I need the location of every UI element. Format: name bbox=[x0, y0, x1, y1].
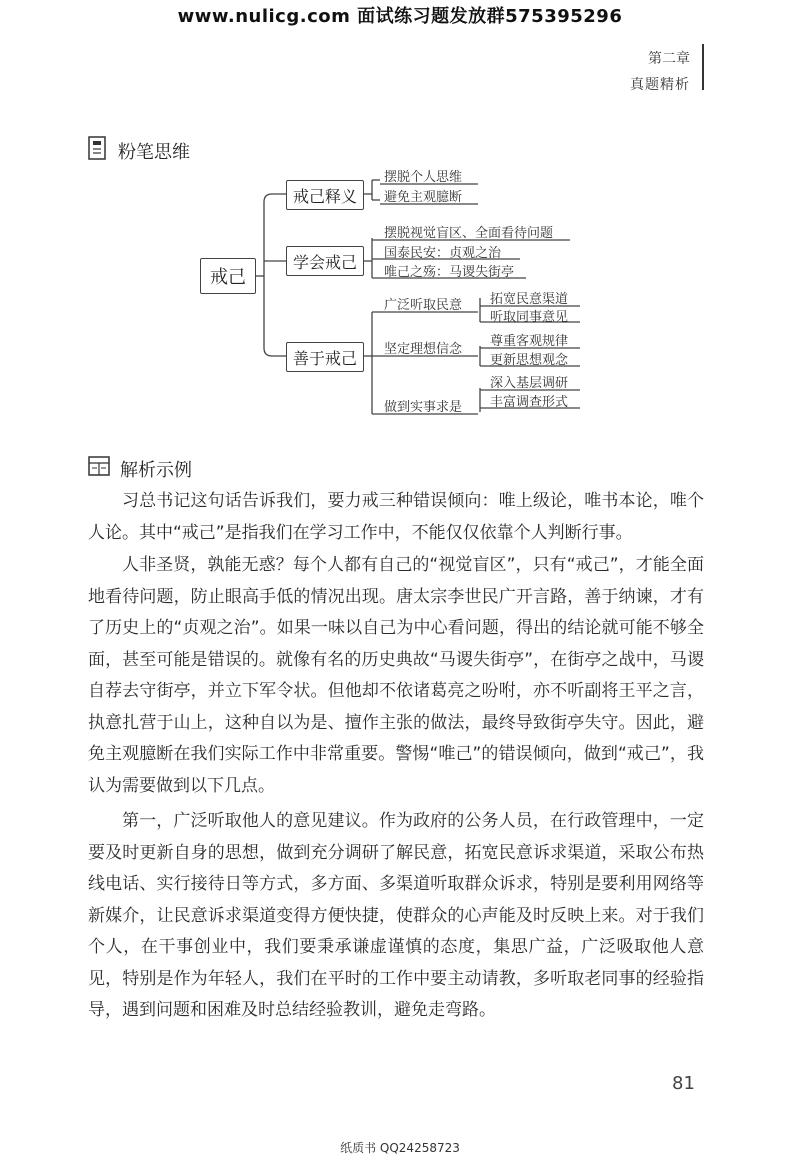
mindmap-branch-learn: 学会戒己 bbox=[286, 246, 364, 276]
mindmap-leaf: 摆脱视觉盲区、全面看待问题 bbox=[384, 226, 554, 241]
chapter-label: 第二章 bbox=[648, 51, 690, 67]
mindmap-leaf: 避免主观臆断 bbox=[384, 190, 463, 205]
mindmap-leaf: 深入基层调研 bbox=[490, 376, 569, 391]
mindmap-leaf: 更新思想观念 bbox=[490, 353, 569, 368]
analysis-heading: 解析示例 bbox=[120, 460, 192, 481]
chapter-subtitle: 真题精析 bbox=[630, 77, 690, 93]
mindmap-subbranch: 广泛听取民意 bbox=[384, 298, 463, 313]
footer-text: 纸质书 QQ24258723 bbox=[340, 1141, 460, 1155]
paragraph-point-one: 第一，广泛听取他人的意见建议。作为政府的公务人员，在行政管理中，一定要及时更新自身的思想，做到充分调研了解民意，拓宽民意诉求渠道，采取公布热线电话、实行接待日等方式，多方面、多渠道听取群众诉求，特别是要利用网络等新媒介，让民意诉求渠道变得方便快捷，使群众的心声能及时反映上来。对于我们个人，在干事创业中，我们要秉承谦虚谨慎的态度，集思广益，广泛吸取他人意见，特别是作为年轻人，我们在平时的工作中要主动请教，多听取老同事的经验指导，遇到问题和困难及时总结经验教训，避免走弯路。 bbox=[88, 811, 704, 1020]
page-number: 81 bbox=[672, 1073, 695, 1094]
mindmap-heading: 粉笔思维 bbox=[118, 142, 190, 163]
paragraph-context: 人非圣贤，孰能无惑？每个人都有自己的“视觉盲区”，只有“戒己”，才能全面地看待问题，防止眼高手低的情况出现。唐太宗李世民广开言路，善于纳谏，才有了历史上的“贞观之治”。如果一味以自己为中心看问题，得出的结论就可能不够全面，甚至可能是错误的。就像有名的历史典故“马谡失街亭”，在街亭之战中，马谡自荐去守街亭，并立下军令状。但他却不依诸葛亮之吩咐，亦不听副将王平之言，执意扎营于山上，这种自以为是、擅作主张的做法，最终导致街亭失守。因此，避免主观臆断在我们实际工作中非常重要。警惕“唯己”的错误倾向，做到“戒己”，我认为需要做到以下几点。 bbox=[88, 555, 704, 796]
paragraph-intro: 习总书记这句话告诉我们，要力戒三种错误倾向：唯上级论，唯书本论，唯个人论。其中“戒己”是指我们在学习工作中，不能仅仅依靠个人判断行事。 bbox=[88, 491, 704, 543]
mindmap-leaf: 听取同事意见 bbox=[490, 310, 569, 325]
mindmap-leaf: 摆脱个人思维 bbox=[384, 170, 463, 185]
mindmap-leaf: 唯己之殇：马谡失街亭 bbox=[384, 265, 515, 280]
mindmap-leaf: 国泰民安：贞观之治 bbox=[384, 246, 502, 261]
mindmap-leaf: 丰富调查形式 bbox=[490, 395, 569, 410]
mindmap-leaf: 拓宽民意渠道 bbox=[490, 292, 569, 307]
mindmap-branch-definition: 戒己释义 bbox=[286, 180, 364, 210]
header-banner: www.nulicg.com 面试练习题发放群575395296 bbox=[177, 6, 623, 27]
analysis-section-icon bbox=[88, 456, 112, 482]
mindmap-branch-practice: 善于戒己 bbox=[286, 342, 364, 372]
mindmap-root: 戒己 bbox=[200, 258, 256, 294]
mindmap-leaf: 尊重客观规律 bbox=[490, 334, 569, 349]
mindmap-subbranch: 做到实事求是 bbox=[384, 400, 463, 415]
document-icon bbox=[88, 456, 112, 478]
mindmap-subbranch: 坚定理想信念 bbox=[384, 342, 463, 357]
